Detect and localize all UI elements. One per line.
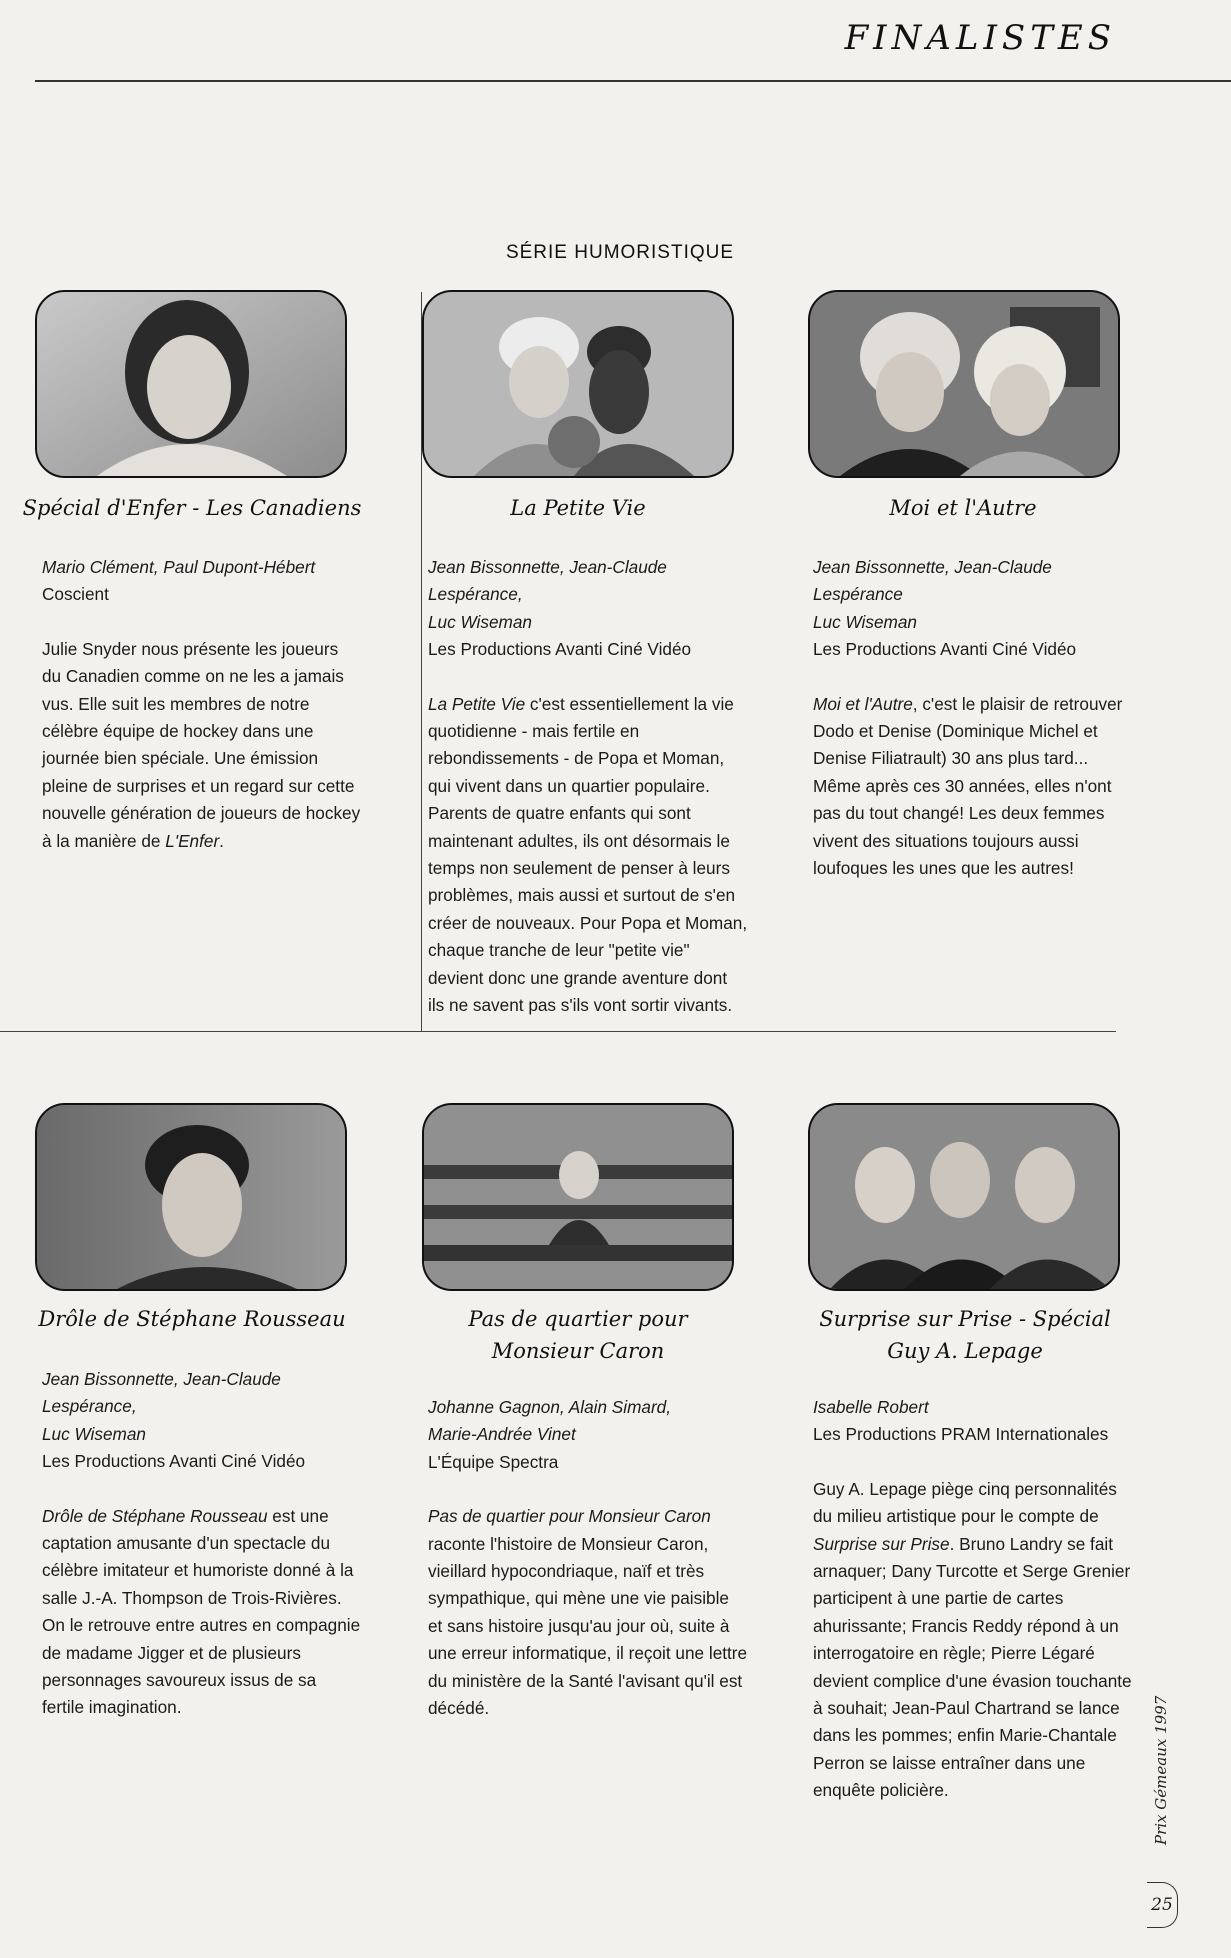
credits: Jean Bissonnette, Jean-Claude Lespérance, bbox=[428, 557, 667, 605]
production-company: Les Productions Avanti Ciné Vidéo bbox=[42, 1451, 306, 1472]
description-end: . bbox=[219, 830, 224, 851]
photo-special-enfer bbox=[35, 290, 347, 478]
description-italic: Drôle de Stéphane Rousseau bbox=[42, 1505, 268, 1526]
production-company: Les Productions PRAM Internationales bbox=[813, 1424, 1109, 1445]
photo-moi-et-lautre bbox=[808, 290, 1120, 478]
description-italic: L'Enfer bbox=[165, 830, 220, 851]
row-divider bbox=[0, 1031, 1116, 1032]
publication-label: Prix Gémeaux 1997 bbox=[1152, 1695, 1170, 1845]
description-italic: Surprise sur Prise bbox=[813, 1533, 950, 1554]
description-text: Julie Snyder nous présente les joueurs du Canadien comme on ne les a jamais vus. Elle suit les membres de notre célèbre équipe de hockey dans une journée bien spéciale. Une émission pleine de surprises et un regard sur cette nouvelle génération de joueurs de hockey à la manière de bbox=[42, 638, 361, 851]
credits: Isabelle Robert bbox=[813, 1397, 929, 1417]
credits: Luc Wiseman bbox=[428, 611, 532, 632]
photo-drole-stephane bbox=[35, 1103, 347, 1291]
description bbox=[42, 636, 362, 855]
production-company: L'Équipe Spectra bbox=[428, 1451, 559, 1472]
entry-pas-de-quartier bbox=[428, 1394, 748, 1722]
credits: Johanne Gagnon, Alain Simard, bbox=[428, 1397, 672, 1417]
title-petite-vie: La Petite Vie bbox=[510, 496, 646, 520]
credits: Marie-Andrée Vinet bbox=[428, 1424, 576, 1445]
description bbox=[42, 1503, 362, 1722]
title-moi-et-lautre: Moi et l'Autre bbox=[889, 496, 1037, 520]
description-text: c'est essentiellement la vie quotidienne - mais fertile en rebondissements - de Popa et Moman, qui vivent dans un quartier populaire. Parents de quatre enfants qui sont maintenant adultes, ils ont désormais le temps non seulement de penser à leurs problèmes, mais aussi et surtout de s'en créer de nouveaux. Pour Popa et Moman, chaque tranche de leur "petite vie" devient donc une grande aventure dont ils ne savent pas s'ils vont sortir vivants. bbox=[428, 693, 748, 1016]
title-surprise-sur-prise: Surprise sur Prise - Spécial Guy A. Lepage bbox=[819, 1307, 1111, 1363]
credits: Jean Bissonnette, Jean-Claude Lespérance, bbox=[42, 1369, 281, 1417]
production-company: Les Productions Avanti Ciné Vidéo bbox=[428, 639, 692, 660]
description-text: raconte l'histoire de Monsieur Caron, vieillard hypocondriaque, naïf et très sympathique, qui mène une vie paisible et sans histoire jusqu'au jour où, suite à une erreur informatique, il reçoit une lettre du ministère de la Santé l'avisant qu'il est décédé. bbox=[428, 1533, 748, 1719]
photo-pas-de-quartier bbox=[422, 1103, 734, 1291]
entry-drole-stephane bbox=[42, 1366, 362, 1722]
title-pas-de-quartier: Pas de quartier pour Monsieur Caron bbox=[468, 1307, 688, 1363]
description bbox=[813, 691, 1133, 883]
photo-surprise-sur-prise bbox=[808, 1103, 1120, 1291]
description-italic: La Petite Vie bbox=[428, 693, 526, 714]
page-title: FINALISTES bbox=[844, 18, 1116, 58]
description-end: . Bruno Landry se fait arnaquer; Dany Turcotte et Serge Grenier participent à une partie de cartes ahurissante; Francis Reddy répond à un interrogatoire en règle; Pierre Légaré devient complice d'une évasion touchante à souhait; Jean-Paul Chartrand se lance dans les pommes; enfin Marie-Chantale Perron se laisse entraîner dans une enquête policière. bbox=[813, 1533, 1132, 1801]
entry-special-enfer bbox=[42, 554, 362, 855]
description bbox=[813, 1476, 1133, 1805]
credits: Mario Clément, Paul Dupont-Hébert bbox=[42, 557, 316, 577]
entry-petite-vie bbox=[428, 554, 748, 1020]
description-text: , c'est le plaisir de retrouver Dodo et Denise (Dominique Michel et Denise Filiatrault) 30 ans plus tard... Même après ces 30 années, elles n'ont pas du tout changé! Les deux femmes vivent des situations toujours aussi loufoques les unes que les autres! bbox=[813, 693, 1123, 879]
header-rule bbox=[35, 80, 1231, 82]
title-special-enfer: Spécial d'Enfer - Les Canadiens bbox=[22, 496, 362, 520]
entry-surprise-sur-prise bbox=[813, 1394, 1133, 1805]
photo-petite-vie bbox=[422, 290, 734, 478]
production-company: Coscient bbox=[42, 584, 109, 605]
description-text: est une captation amusante d'un spectacle du célèbre imitateur et humoriste donné à la salle J.-A. Thompson de Trois-Rivières. On le retrouve entre autres en compagnie de madame Jigger et de plusieurs personnages savoureux issus de sa fertile imagination. bbox=[42, 1505, 361, 1718]
entry-moi-et-lautre bbox=[813, 554, 1133, 882]
description-text: Guy A. Lepage piège cinq personnalités du milieu artistique pour le compte de bbox=[813, 1478, 1117, 1527]
credits: Luc Wiseman bbox=[42, 1423, 146, 1444]
credits: Luc Wiseman bbox=[813, 611, 917, 632]
description bbox=[428, 1503, 748, 1722]
description bbox=[428, 691, 748, 1020]
description-italic: Pas de quartier pour Monsieur Caron bbox=[428, 1506, 711, 1527]
credits: Jean Bissonnette, Jean-Claude Lespérance bbox=[813, 557, 1052, 605]
description-italic: Moi et l'Autre bbox=[813, 693, 913, 714]
production-company: Les Productions Avanti Ciné Vidéo bbox=[813, 639, 1077, 660]
title-drole-stephane: Drôle de Stéphane Rousseau bbox=[38, 1307, 346, 1331]
page-number: 25 bbox=[1147, 1882, 1178, 1928]
section-label: SÉRIE HUMORISTIQUE bbox=[505, 242, 735, 263]
